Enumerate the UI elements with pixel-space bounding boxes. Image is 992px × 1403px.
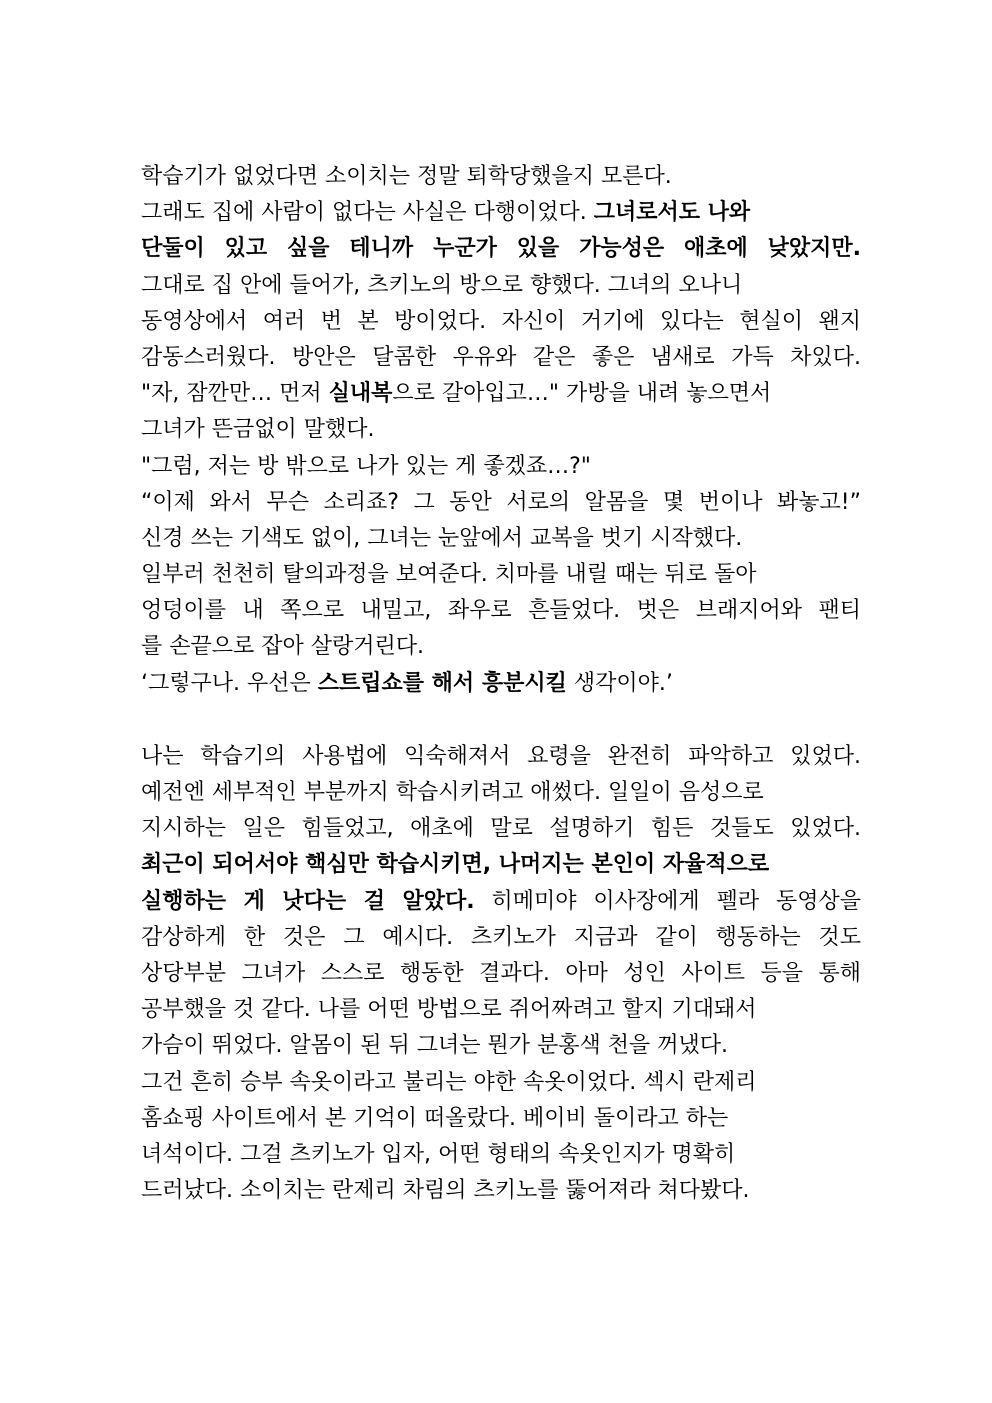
- text-line: 엉덩이를 내 쪽으로 내밀고, 좌우로 흔들었다. 벗은 브래지어와 팬티: [141, 598, 861, 624]
- text-line: 드러났다. 소이치는 란제리 차림의 츠키노를 뚫어져라 쳐다봤다.: [141, 1178, 750, 1204]
- text-line: 녀석이다. 그걸 츠키노가 입자, 어떤 형태의 속옷인지가 명확히: [141, 1141, 736, 1167]
- paragraph-1: [141, 159, 861, 702]
- text-line: 그건 흔히 승부 속옷이라고 불리는 야한 속옷이었다. 섹시 란제리: [141, 1069, 757, 1095]
- text-line: 상당부분 그녀가 스스로 행동한 결과다. 아마 성인 사이트 등을 통해: [141, 960, 861, 986]
- text-line: 예전엔 세부적인 부분까지 학습시키려고 애썼다. 일일이 음성으로: [141, 780, 764, 805]
- text-line: ‘그렇구나. 우선은 스트립쇼를 해서 흥분시킬 생각이야.’: [141, 670, 673, 696]
- text-line: [141, 231, 861, 267]
- text-line: 가슴이 뛰었다. 알몸이 된 뒤 그녀는 뭔가 분홍색 천을 꺼냈다.: [141, 1033, 728, 1059]
- body-text: [141, 159, 861, 1209]
- text-line: [141, 847, 861, 883]
- bold-text: 실내복: [328, 381, 393, 407]
- text-line: 감동스러웠다. 방안은 달콤한 우유와 같은 좋은 냄새로 가득 차있다.: [141, 344, 861, 370]
- text-line: 홈쇼핑 사이트에서 본 기억이 떠올랐다. 베이비 돌이라고 하는: [141, 1105, 729, 1131]
- text-line: “이제 와서 무슨 소리죠? 그 동안 서로의 알몸을 몇 번이나 봐놓고!”: [141, 489, 861, 515]
- text-line: 그녀가 뜬금없이 말했다.: [141, 417, 375, 443]
- text-line: "그럼, 저는 방 밖으로 나가 있는 게 좋겠죠…?": [141, 453, 591, 479]
- bold-text: 단둘이 있고 싶을 테니까 누군가 있을 가능성은 애초에 낮았지만.: [141, 236, 861, 262]
- text-line: 일부러 천천히 탈의과정을 보여준다. 치마를 내릴 때는 뒤로 돌아: [141, 562, 757, 588]
- text-line: 신경 쓰는 기색도 없이, 그녀는 눈앞에서 교복을 벗기 시작했다.: [141, 525, 743, 551]
- text-line: 그래도 집에 사람이 없다는 사실은 다행이었다. 그녀로서도 나와: [141, 200, 751, 226]
- text-line: 를 손끝으로 잡아 살랑거린다.: [141, 634, 424, 660]
- text-line: 학습기가 없었다면 소이치는 정말 퇴학당했을지 모른다.: [141, 164, 672, 189]
- bold-text: 그녀로서도 나와: [593, 200, 751, 226]
- text-line: 지시하는 일은 힘들었고, 애초에 말로 설명하기 힘든 것들도 있었다.: [141, 816, 861, 842]
- text-line: 그대로 집 안에 들어가, 츠키노의 방으로 향했다. 그녀의 오나니: [141, 272, 743, 298]
- text-line: "자, 잠깐만… 먼저 실내복으로 갈아입고…" 가방을 내려 놓으면서: [141, 381, 772, 407]
- bold-text: 최근이 되어서야 핵심만 학습시키면, 나머지는 본인이 자율적으로: [141, 852, 770, 878]
- bold-text: 실행하는 게 낫다는 걸 알았다.: [141, 888, 475, 914]
- paragraph-gap: [141, 702, 861, 739]
- text-line: 감상하게 한 것은 그 예시다. 츠키노가 지금과 같이 행동하는 것도: [141, 924, 861, 950]
- text-line: 나는 학습기의 사용법에 익숙해져서 요령을 완전히 파악하고 있었다.: [141, 743, 861, 769]
- bold-text: 스트립쇼를 해서 흥분시킬: [317, 670, 567, 696]
- text-line: 공부했을 것 같다. 나를 어떤 방법으로 쥐어짜려고 할지 기대돼서: [141, 997, 757, 1023]
- text-line: 실행하는 게 낫다는 걸 알았다. 히메미야 이사장에게 펠라 동영상을: [141, 888, 861, 914]
- paragraph-2: [141, 739, 861, 1209]
- text-line: 동영상에서 여러 번 본 방이었다. 자신이 거기에 있다는 현실이 왠지: [141, 308, 861, 334]
